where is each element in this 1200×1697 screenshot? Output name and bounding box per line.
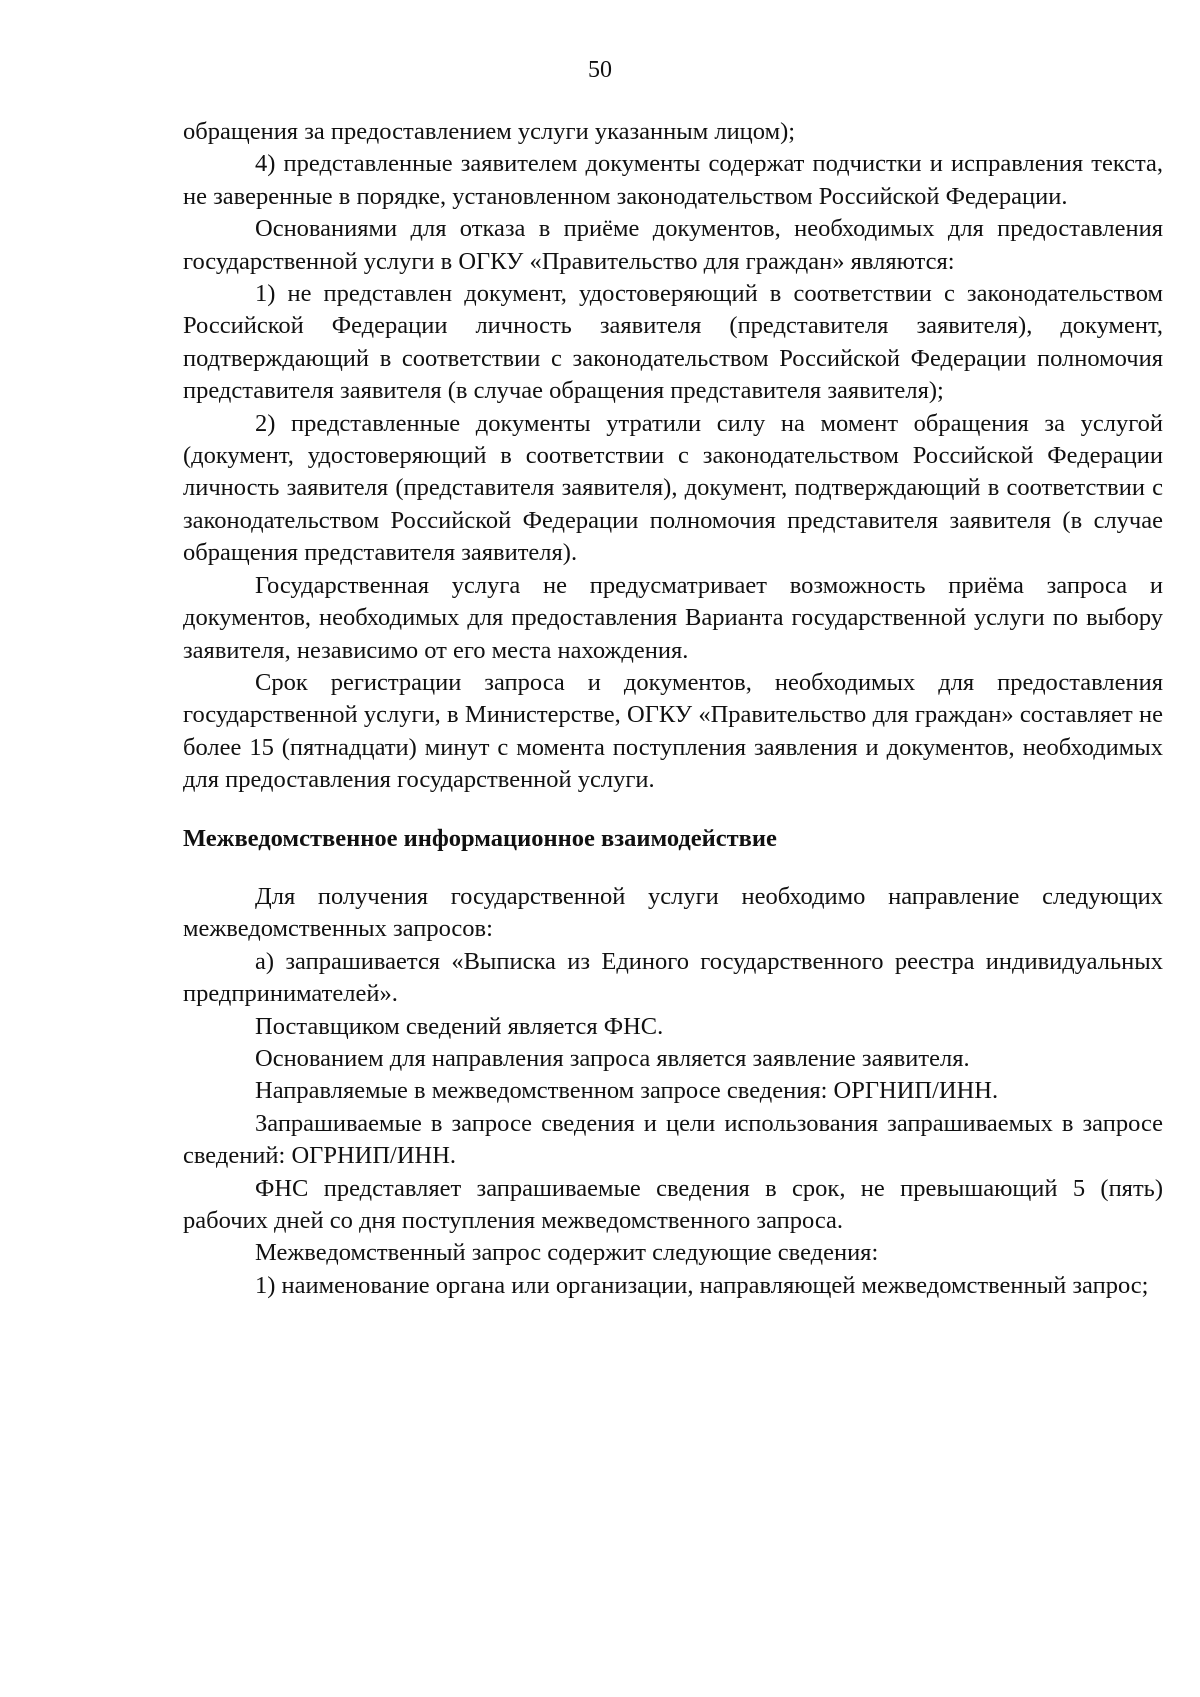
paragraph: 2) представленные документы утратили силу на момент обращения за услугой (документ, удостоверяющий в соответствии с законодательством Российской Федерации личность заявителя (представителя заявителя), документ, подтверждающий в соответствии с законодательством Российской Федерации полномочия представителя заявителя (в случае обращения представителя заявителя). [183, 409, 1163, 567]
page-number: 50 [588, 57, 612, 83]
paragraph: 1) наименование органа или организации, направляющей межведомственный запрос; [255, 1271, 1149, 1299]
paragraph: Запрашиваемые в запросе сведения и цели использования запрашиваемых в запросе сведений: ОГРНИП/ИНН. [183, 1109, 1163, 1170]
paragraph: 1) не представлен документ, удостоверяющий в соответствии с законодательством Российской Федерации личность заявителя (представителя заявителя), документ, подтверждающий в соответствии с законодательством Российской Федерации полномочия представителя заявителя (в случае обращения представителя заявителя); [183, 280, 1163, 405]
paragraph: Государственная услуга не предусматривает возможность приёма запроса и документов, необходимых для предоставления Варианта государственной услуги по выбору заявителя, независимо от его места нахождения. [183, 571, 1163, 664]
paragraph: Направляемые в межведомственном запросе сведения: ОРГНИП/ИНН. [255, 1077, 999, 1105]
paragraph: 4) представленные заявителем документы содержат подчистки и исправления текста, не заверенные в порядке, установленном законодательством Российской Федерации. [183, 150, 1163, 210]
paragraph: а) запрашивается «Выписка из Единого государственного реестра индивидуальных предпринимателей». [183, 947, 1163, 1008]
paragraph: Межведомственный запрос содержит следующие сведения: [255, 1239, 879, 1267]
paragraph: Поставщиком сведений является ФНС. [255, 1012, 664, 1040]
paragraph: ФНС представляет запрашиваемые сведения в срок, не превышающий 5 (пять) рабочих дней со дня поступления межведомственного запроса. [183, 1174, 1163, 1234]
document-body [183, 116, 1163, 1302]
paragraph: обращения за предоставлением услуги указанным лицом); [183, 118, 796, 145]
paragraph: Основаниями для отказа в приёме документов, необходимых для предоставления государственной услуги в ОГКУ «Правительство для граждан» являются: [183, 215, 1163, 275]
paragraph: Основанием для направления запроса является заявление заявителя. [255, 1044, 970, 1072]
paragraph: Срок регистрации запроса и документов, необходимых для предоставления государственной услуги, в Министерстве, ОГКУ «Правительство для граждан» составляет не более 15 (пятнадцати) минут с момента поступления заявления и документов, необходимых для предоставления государственной услуги. [183, 668, 1163, 794]
paragraph: Для получения государственной услуги необходимо направление следующих межведомственных запросов: [183, 882, 1163, 943]
section-heading: Межведомственное информационное взаимодействие [183, 824, 777, 852]
